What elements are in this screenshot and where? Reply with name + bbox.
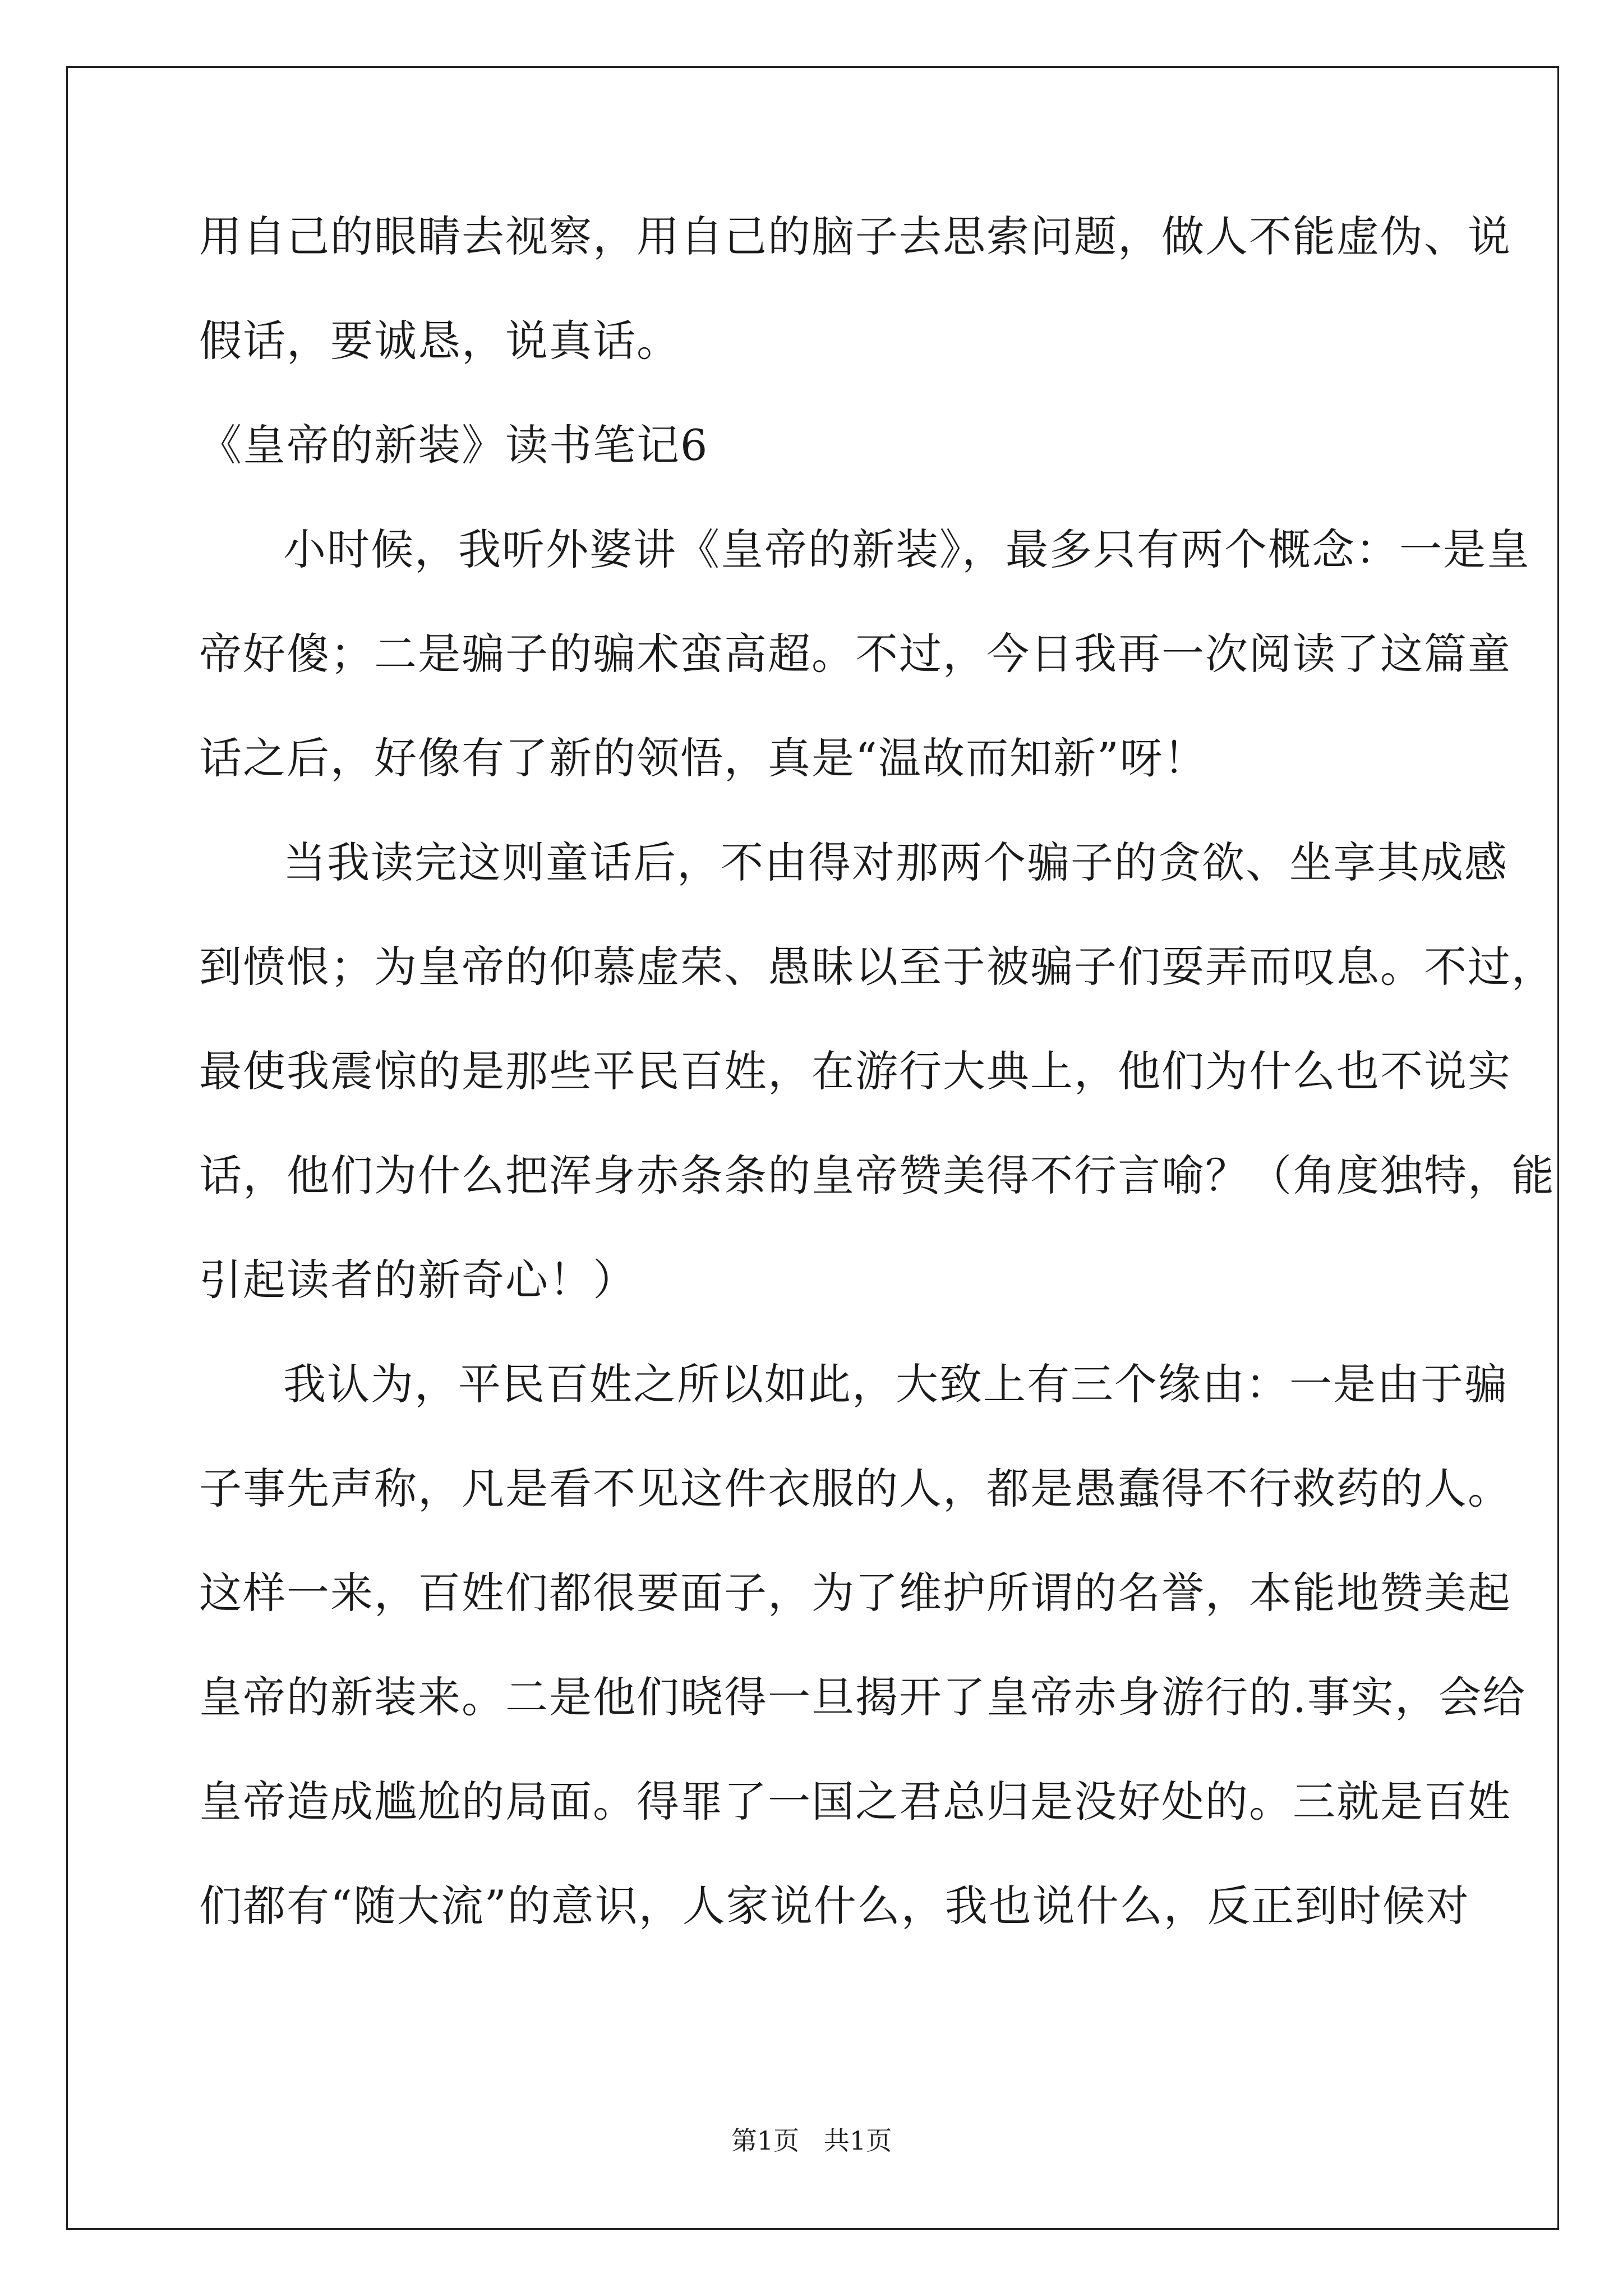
text-line: 假话，要诚恳，说真话。 bbox=[199, 316, 680, 366]
text-line: 这样一来，百姓们都很要面子，为了维护所谓的名誉，本能地赞美起 bbox=[199, 1568, 1511, 1618]
text-line: 小时候，我听外婆讲《皇帝的新装》，最多只有两个概念：一是皇 bbox=[283, 524, 1530, 574]
page-footer: 第1页 共1页 bbox=[731, 2125, 892, 2156]
text-line: 话之后，好像有了新的领悟，真是“温故而知新”呀！ bbox=[199, 733, 1207, 783]
text-line: 子事先声称，凡是看不见这件衣服的人，都是愚蠢得不行救药的人。 bbox=[199, 1464, 1511, 1513]
text-line: 最使我震惊的是那些平民百姓，在游行大典上，他们为什么也不说实 bbox=[199, 1046, 1511, 1096]
text-line: 当我读完这则童话后，不由得对那两个骗子的贪欲、坐享其成感 bbox=[283, 838, 1508, 887]
section-heading: 《皇帝的新装》读书笔记6 bbox=[199, 420, 709, 470]
text-line: 皇帝的新装来。二是他们晓得一旦揭开了皇帝赤身游行的.事实，会给 bbox=[199, 1672, 1527, 1722]
text-line: 们都有“随大流”的意识，人家说什么，我也说什么，反正到时候对 bbox=[199, 1881, 1470, 1931]
text-line: 皇帝造成尴尬的局面。得罪了一国之君总归是没好处的。三就是百姓 bbox=[199, 1777, 1511, 1826]
text-line: 到愤恨；为皇帝的仰慕虚荣、愚昧以至于被骗子们耍弄而叹息。不过， bbox=[199, 942, 1555, 992]
text-line: 用自己的眼睛去视察，用自己的脑子去思索问题，做人不能虚伪、说 bbox=[199, 211, 1511, 261]
text-line: 我认为，平民百姓之所以如此，大致上有三个缘由：一是由于骗 bbox=[283, 1359, 1508, 1409]
text-line: 话，他们为什么把浑身赤条条的皇帝赞美得不行言喻？（角度独特，能 bbox=[199, 1151, 1555, 1200]
text-line: 引起读者的新奇心！） bbox=[199, 1255, 637, 1305]
text-line: 帝好傻；二是骗子的骗术蛮高超。不过，今日我再一次阅读了这篇童 bbox=[199, 629, 1511, 679]
